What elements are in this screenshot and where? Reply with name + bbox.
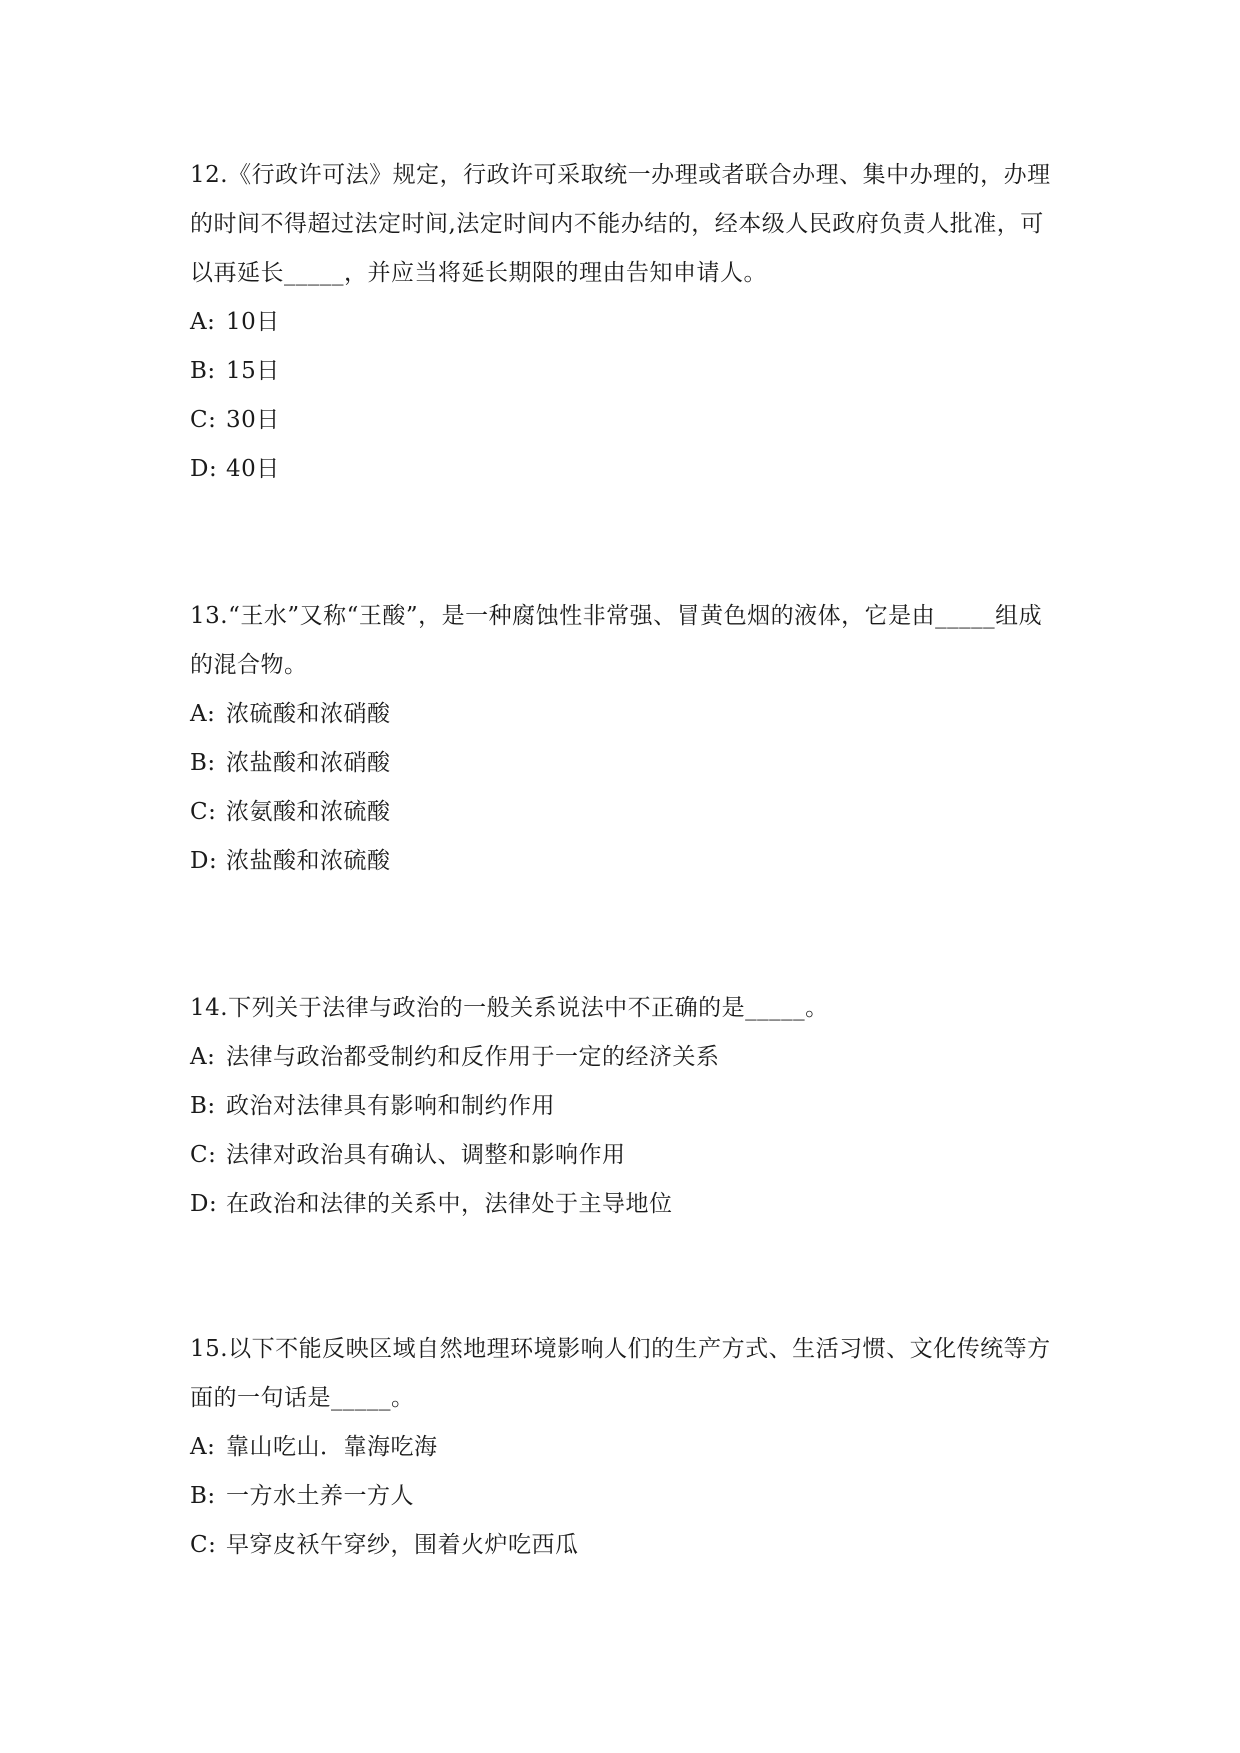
option-b	[190, 739, 1060, 788]
option-letter: B:	[190, 1483, 216, 1509]
question-14	[190, 984, 1060, 1229]
question-13	[190, 592, 1060, 886]
option-letter: B:	[190, 750, 216, 776]
question-15	[190, 1325, 1060, 1570]
option-text: 一方水土养一方人	[226, 1483, 414, 1509]
option-d	[190, 837, 1060, 886]
option-text: 政治对法律具有影响和制约作用	[226, 1093, 555, 1119]
option-text: 早穿皮袄午穿纱，围着火炉吃西瓜	[226, 1532, 579, 1558]
option-b	[190, 347, 1060, 396]
option-text: 在政治和法律的关系中，法律处于主导地位	[226, 1191, 673, 1217]
option-letter: C:	[190, 1532, 217, 1558]
option-text: 10日	[226, 309, 280, 335]
option-text: 法律与政治都受制约和反作用于一定的经济关系	[226, 1044, 720, 1070]
option-text: 浓盐酸和浓硝酸	[226, 750, 391, 776]
option-b	[190, 1472, 1060, 1521]
option-c	[190, 1131, 1060, 1180]
question-12	[190, 151, 1060, 494]
option-text: 浓盐酸和浓硫酸	[226, 848, 391, 874]
option-text: 30日	[226, 407, 280, 433]
option-letter: C:	[190, 799, 217, 825]
option-c	[190, 788, 1060, 837]
option-d	[190, 1180, 1060, 1229]
option-letter: A:	[190, 309, 216, 335]
option-letter: B:	[190, 358, 216, 384]
option-text: 靠山吃山．靠海吃海	[226, 1434, 438, 1460]
option-text: 法律对政治具有确认、调整和影响作用	[226, 1142, 626, 1168]
option-text: 15日	[226, 358, 280, 384]
option-text: 浓氨酸和浓硫酸	[226, 799, 391, 825]
option-a	[190, 1033, 1060, 1082]
question-stem: 12.《行政许可法》规定，行政许可采取统一办理或者联合办理、集中办理的，办理的时间不得超过法定时间,法定时间内不能办结的，经本级人民政府负责人批准，可以再延长_____，并应当将延长期限的理由告知申请人。	[190, 162, 1051, 286]
option-letter: C:	[190, 1142, 217, 1168]
option-letter: B:	[190, 1093, 216, 1119]
option-c	[190, 396, 1060, 445]
option-text: 浓硫酸和浓硝酸	[226, 701, 391, 727]
option-letter: D:	[190, 1191, 218, 1217]
option-b	[190, 1082, 1060, 1131]
option-letter: C:	[190, 407, 217, 433]
question-stem: 13.“王水”又称“王酸”，是一种腐蚀性非常强、冒黄色烟的液体，它是由_____组成的混合物。	[190, 603, 1043, 678]
question-stem: 14.下列关于法律与政治的一般关系说法中不正确的是_____。	[190, 995, 829, 1021]
option-a	[190, 690, 1060, 739]
question-stem: 15.以下不能反映区域自然地理环境影响人们的生产方式、生活习惯、文化传统等方面的一句话是_____。	[190, 1336, 1051, 1411]
option-c	[190, 1521, 1060, 1570]
option-letter: A:	[190, 1434, 216, 1460]
option-letter: D:	[190, 456, 218, 482]
option-letter: D:	[190, 848, 218, 874]
option-a	[190, 1423, 1060, 1472]
option-letter: A:	[190, 701, 216, 727]
option-text: 40日	[226, 456, 280, 482]
option-d	[190, 445, 1060, 494]
option-letter: A:	[190, 1044, 216, 1070]
option-a	[190, 298, 1060, 347]
